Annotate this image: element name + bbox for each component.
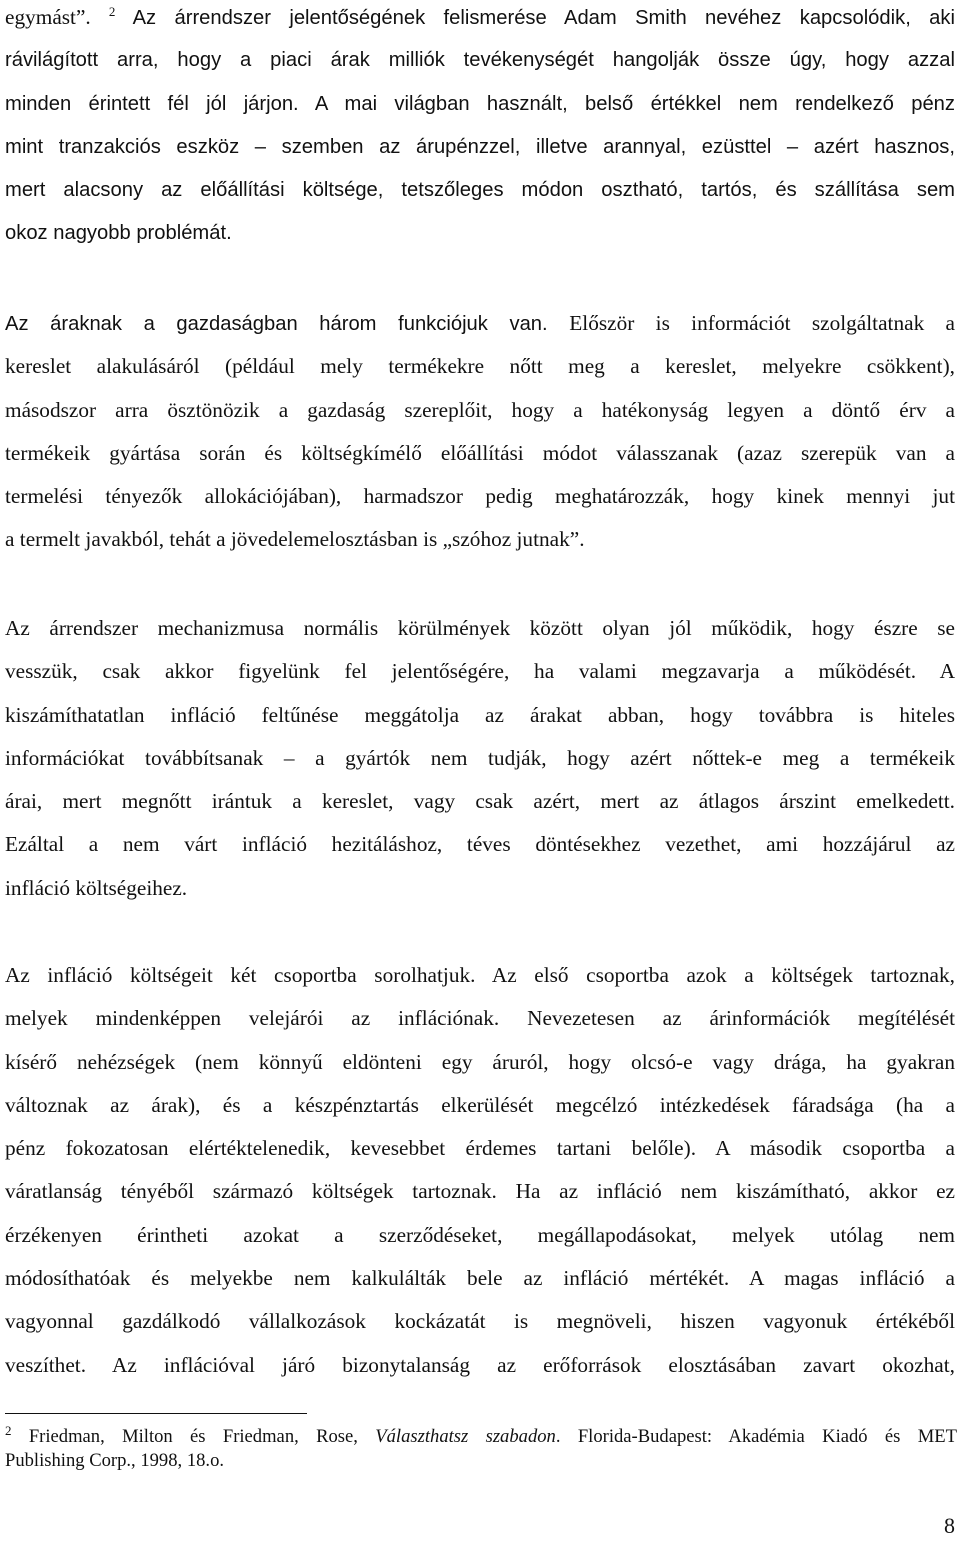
text-line: veszíthet. Az inflációval járó bizonytalanság az erőforrások elosztásában zavart okozhat, <box>5 1352 955 1377</box>
text-line: kiszámíthatatlan infláció feltűnése meggátolja az árakat abban, hogy továbbra is hiteles <box>5 702 955 727</box>
text-line: Az infláció költségeit két csoportba sorolhatjuk. Az első csoportba azok a költségek tartoznak, <box>5 963 955 987</box>
footnote-line: Publishing Corp., 1998, 18.o. <box>5 1450 225 1471</box>
text-line: változnak az árak), és a készpénztartás elkerülését megcélzó intézkedések fáradsága (ha a <box>5 1092 955 1117</box>
paragraph-1 <box>5 0 955 256</box>
text-line: módosíthatóak és melyekbe nem kalkulálták bele az infláció mértékét. A magas infláció a <box>5 1266 955 1291</box>
text-line: infláció költségeihez. <box>5 875 188 900</box>
text-line: Ezáltal a nem várt infláció hezitáláshoz, téves döntésekhez vezethet, ami hozzájárul az <box>5 832 955 857</box>
text-line: Az áraknak a gazdaságban három funkciójuk van. Először is információt szolgáltatnak a <box>5 311 955 335</box>
text-line: érzékenyen érintheti azokat a szerződéseket, megállapodásokat, melyek utólag nem <box>5 1222 955 1247</box>
text-line: minden érintett fél jól járjon. A mai világban használt, belső értékkel nem rendelkező pénz <box>5 92 955 115</box>
text-line: mint tranzakciós eszköz – szemben az árupénzzel, illetve arannyal, ezüsttel – azért hasznos, <box>5 135 955 158</box>
footnote-ref: 2 <box>108 3 116 19</box>
text-line: okoz nagyobb problémát. <box>5 222 232 245</box>
text-line: mert alacsony az előállítási költsége, tetszőleges módon osztható, tartós, és szállítása sem <box>5 179 955 202</box>
paragraph-3 <box>5 607 955 910</box>
paragraph-4 <box>5 954 955 1387</box>
page-number: 8 <box>944 1513 955 1538</box>
text-line: egymást”. $^2$ Az árrendszer jelentőségének felismerése Adam Smith nevéhez kapcsolódik, aki <box>5 3 955 29</box>
text-line: pénz fokozatosan elértéktelenedik, kevesebbet érdemes tartani belőle). A második csoportba a <box>5 1136 955 1161</box>
text-line: kísérő nehézségek (nem könnyű eldönteni egy áruról, hogy olcsó-e vagy drága, ha gyakran <box>5 1049 955 1074</box>
text-line: kereslet alakulásáról (például mely termékekre nőtt meg a kereslet, melyekre csökkent), <box>5 354 955 379</box>
text-line: vagyonnal gazdálkodó vállalkozások kockázatát is megnöveli, hiszen vagyonuk értékéből <box>5 1309 955 1334</box>
text-line: termelési tényezők allokációjában), harmadszor pedig meghatározzák, hogy kinek mennyi jut <box>5 484 955 509</box>
footnote-separator <box>5 1413 307 1414</box>
text-line: vesszük, csak akkor figyelünk fel jelentőségére, ha valami megzavarja a működését. A <box>5 659 955 684</box>
text-line: információkat továbbítsanak – a gyártók nem tudják, hogy azért nőttek-e meg a termékeik <box>5 745 955 770</box>
text-line: termékeik gyártása során és költségkímélő előállítási módot válasszanak (azaz szerepük van a <box>5 440 955 465</box>
footnote <box>5 1422 957 1473</box>
text-line: rávilágított arra, hogy a piaci árak milliók tevékenységét hangolják össze úgy, hogy azzal <box>5 49 955 72</box>
text-line: Az árrendszer mechanizmusa normális körülmények között olyan jól működik, hogy észre se <box>5 616 955 640</box>
text-line: másodszor arra ösztönözik a gazdaság szereplőit, hogy a hatékonyság legyen a döntő érv a <box>5 397 955 422</box>
text-line: a termelt javakból, tehát a jövedelemelosztásban is „szóhoz jutnak”. <box>5 527 585 552</box>
paragraph-2 <box>5 302 955 562</box>
footnote-line: $^2$ Friedman, Milton és Friedman, Rose, Választhatsz szabadon. Florida-Budapest: Akadémia Kiadó és MET <box>5 1422 957 1447</box>
text-line: váratlanság tényéből származó költségek tartoznak. Ha az infláció nem kiszámítható, akkor ez <box>5 1179 955 1204</box>
text-line: árai, mert megnőtt irántuk a kereslet, vagy csak azért, mert az átlagos árszint emelkedett. <box>5 789 955 814</box>
footnote-book-title: Választhatsz szabadon <box>375 1426 556 1447</box>
footnote-number: 2 <box>5 1422 12 1438</box>
text-line: melyek mindenképpen velejárói az inflációnak. Nevezetesen az árinformációk megítélését <box>5 1006 955 1031</box>
